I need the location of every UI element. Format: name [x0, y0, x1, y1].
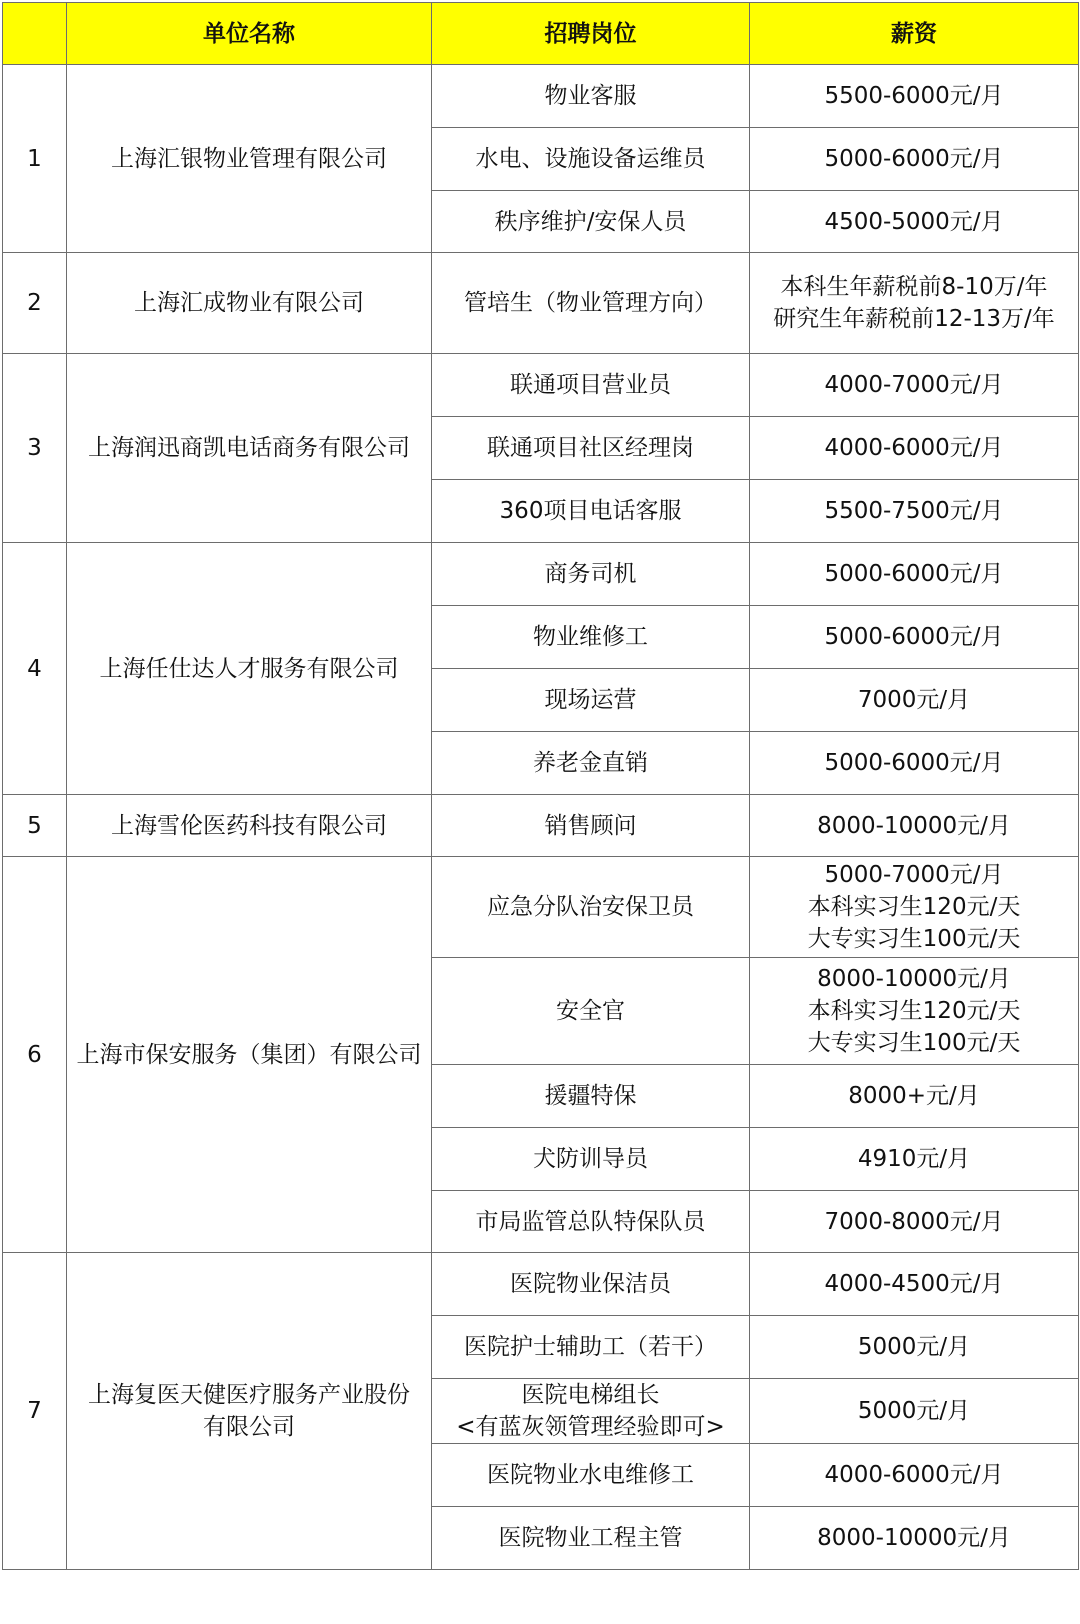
job-position-line: 现场运营	[544, 687, 637, 713]
company-number: 4	[3, 543, 67, 795]
job-salary	[750, 732, 1079, 795]
job-salary-line: 5000元/月	[857, 1334, 971, 1360]
company-name-line: 上海汇银物业管理有限公司	[111, 145, 387, 172]
job-position-line: 360项目电话客服	[499, 498, 682, 524]
job-salary	[750, 1191, 1079, 1253]
job-salary-line: 大专实习生100元/天	[807, 1030, 1021, 1056]
job-salary-line: 8000-10000元/月	[817, 812, 1011, 839]
job-position	[432, 732, 750, 795]
job-position-line: 商务司机	[544, 561, 637, 587]
job-salary-line: 4910元/月	[857, 1146, 971, 1172]
job-salary	[750, 1065, 1079, 1128]
job-salary	[750, 669, 1079, 732]
job-position-line: 援疆特保	[544, 1083, 637, 1109]
job-salary	[750, 857, 1079, 958]
job-position-line: 联通项目营业员	[510, 372, 671, 398]
job-salary-line: 8000+元/月	[848, 1083, 980, 1109]
job-salary-line: 本科生年薪税前8-10万/年	[780, 274, 1048, 300]
job-position-line: 犬防训导员	[533, 1146, 648, 1172]
job-salary-line: 4000-4500元/月	[824, 1271, 1004, 1297]
table-row	[3, 795, 1079, 857]
job-position	[432, 543, 750, 606]
job-position-line: 联通项目社区经理岗	[487, 435, 694, 461]
company-number: 5	[3, 795, 67, 857]
job-salary-line: 8000-10000元/月	[817, 966, 1011, 992]
job-position	[432, 1379, 750, 1444]
job-position	[432, 128, 750, 191]
job-position-line: 医院电梯组长	[521, 1382, 660, 1408]
job-position	[432, 1128, 750, 1191]
job-salary-line: 7000-8000元/月	[824, 1208, 1004, 1235]
job-salary	[750, 795, 1079, 857]
company-name-line: 上海雪伦医药科技有限公司	[111, 812, 387, 839]
job-position	[432, 958, 750, 1065]
job-salary	[750, 417, 1079, 480]
job-salary-line: 本科实习生120元/天	[807, 894, 1021, 920]
job-position	[432, 1444, 750, 1507]
company-name-line: 上海润迅商凯电话商务有限公司	[88, 435, 410, 461]
job-position	[432, 480, 750, 543]
job-salary	[750, 1253, 1079, 1316]
company-name	[67, 1253, 432, 1570]
job-salary-line: 5000-6000元/月	[824, 561, 1004, 587]
header-position: 招聘岗位	[432, 3, 750, 65]
company-name	[67, 543, 432, 795]
table-row	[3, 1253, 1079, 1316]
job-position-line: 医院物业保洁员	[510, 1271, 671, 1297]
company-number: 6	[3, 857, 67, 1253]
company-name	[67, 253, 432, 354]
job-salary	[750, 606, 1079, 669]
job-salary-line: 4500-5000元/月	[824, 208, 1004, 235]
company-name	[67, 857, 432, 1253]
company-number: 1	[3, 65, 67, 253]
company-name-line: 上海市保安服务（集团）有限公司	[76, 1041, 422, 1068]
job-salary	[750, 65, 1079, 128]
job-position	[432, 1065, 750, 1128]
table-row	[3, 543, 1079, 606]
job-salary-line: 5000-6000元/月	[824, 624, 1004, 650]
job-salary	[750, 253, 1079, 354]
job-salary-line: 本科实习生120元/天	[807, 998, 1021, 1024]
job-salary-line: 5000-7000元/月	[824, 862, 1004, 888]
job-salary	[750, 1128, 1079, 1191]
job-salary	[750, 1507, 1079, 1570]
company-name-line: 上海任仕达人才服务有限公司	[99, 655, 399, 682]
job-position	[432, 1253, 750, 1316]
company-name-line: 上海汇成物业有限公司	[134, 290, 364, 316]
job-position-line: 物业客服	[544, 83, 637, 109]
table-row	[3, 253, 1079, 354]
job-salary-line: 研究生年薪税前12-13万/年	[773, 306, 1055, 332]
job-salary	[750, 128, 1079, 191]
table-row	[3, 857, 1079, 958]
job-salary	[750, 958, 1079, 1065]
job-position	[432, 191, 750, 253]
job-position-line: 养老金直销	[533, 750, 648, 776]
table-row	[3, 354, 1079, 417]
job-position	[432, 65, 750, 128]
job-salary	[750, 1444, 1079, 1507]
job-salary	[750, 354, 1079, 417]
job-position-line: 秩序维护/安保人员	[494, 208, 687, 235]
job-salary	[750, 543, 1079, 606]
job-position	[432, 1191, 750, 1253]
company-number: 3	[3, 354, 67, 543]
job-salary-line: 5000元/月	[857, 1398, 971, 1424]
job-salary	[750, 191, 1079, 253]
table-header	[3, 3, 1079, 65]
table-row	[3, 65, 1079, 128]
company-name-line: 有限公司	[203, 1414, 295, 1440]
company-name-line: 上海复医天健医疗服务产业股份	[88, 1382, 410, 1408]
job-position	[432, 417, 750, 480]
job-position-line: 医院物业水电维修工	[487, 1462, 694, 1488]
header-salary: 薪资	[750, 3, 1079, 65]
job-position-line: 安全官	[556, 998, 625, 1024]
job-position-line: 医院护士辅助工（若干）	[464, 1334, 717, 1360]
company-number: 2	[3, 253, 67, 354]
job-salary-line: 5500-7500元/月	[824, 498, 1004, 524]
header-row	[3, 3, 1079, 65]
job-position-line: 市局监管总队特保队员	[475, 1208, 706, 1235]
company-name	[67, 354, 432, 543]
table-body	[3, 65, 1079, 1570]
job-position-line: 应急分队治安保卫员	[487, 894, 694, 920]
header-company: 单位名称	[67, 3, 432, 65]
job-salary-line: 5000-6000元/月	[824, 146, 1004, 172]
job-salary-line: 4000-7000元/月	[824, 372, 1004, 398]
job-salary-line: 大专实习生100元/天	[807, 926, 1021, 952]
job-position-line: 销售顾问	[544, 812, 637, 839]
job-salary	[750, 1379, 1079, 1444]
job-position	[432, 354, 750, 417]
company-name	[67, 65, 432, 253]
job-position	[432, 606, 750, 669]
job-salary-line: 5500-6000元/月	[824, 83, 1004, 109]
job-position-line: 管培生（物业管理方向）	[464, 290, 717, 316]
job-salary	[750, 1316, 1079, 1379]
job-salary-line: 7000元/月	[857, 687, 971, 713]
job-position	[432, 253, 750, 354]
job-position-line: 医院物业工程主管	[498, 1525, 683, 1551]
job-position-line: 水电、设施设备运维员	[475, 146, 706, 172]
job-position	[432, 795, 750, 857]
job-position	[432, 857, 750, 958]
job-salary-line: 5000-6000元/月	[824, 750, 1004, 776]
recruitment-table	[2, 2, 1079, 1570]
header-no	[3, 3, 67, 65]
job-salary-line: 8000-10000元/月	[817, 1525, 1011, 1551]
job-position	[432, 669, 750, 732]
company-number: 7	[3, 1253, 67, 1570]
job-position	[432, 1316, 750, 1379]
job-salary	[750, 480, 1079, 543]
job-salary-line: 4000-6000元/月	[824, 435, 1004, 461]
company-name	[67, 795, 432, 857]
job-salary-line: 4000-6000元/月	[824, 1462, 1004, 1488]
job-position-line: <有蓝灰领管理经验即可>	[456, 1414, 725, 1440]
job-position	[432, 1507, 750, 1570]
job-position-line: 物业维修工	[533, 624, 648, 650]
